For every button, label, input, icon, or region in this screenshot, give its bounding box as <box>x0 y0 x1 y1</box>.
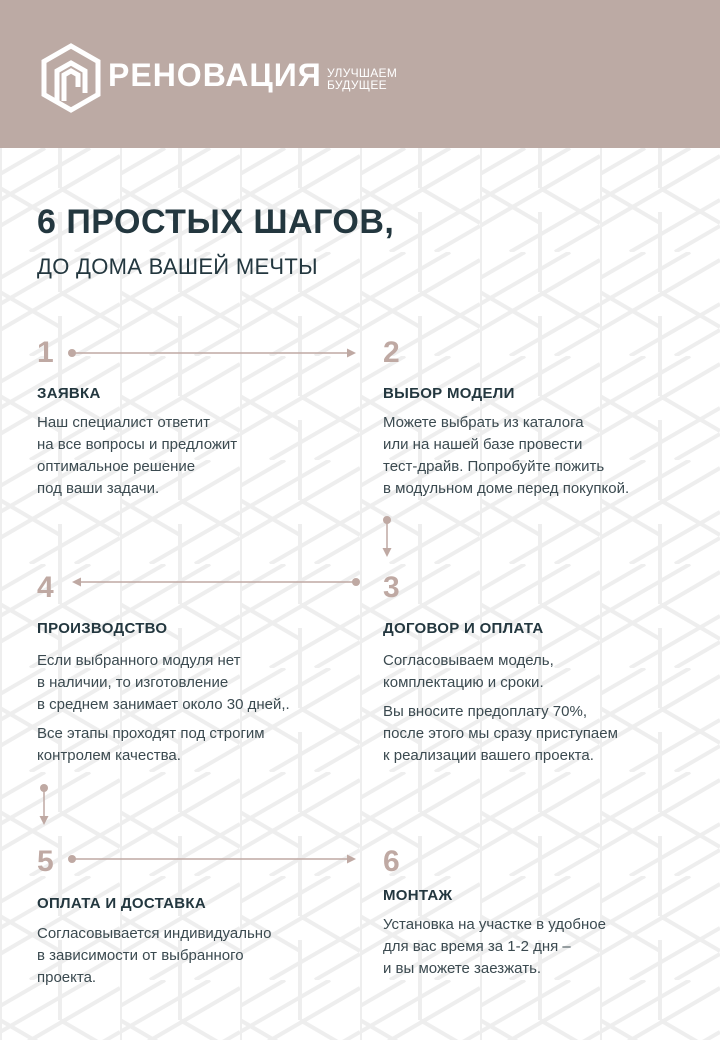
step-3-number: 3 <box>383 571 400 604</box>
step-5-title: ОПЛАТА И ДОСТАВКА <box>37 895 207 912</box>
page-title: 6 ПРОСТЫХ ШАГОВ, <box>37 203 395 241</box>
step-2-text: Можете выбрать из каталога или на нашей базе провести тест-драйв. Попробуйте пожить в модульном доме перед покупкой. <box>383 414 630 497</box>
step-6-text: Установка на участке в удобное для вас время за 1-2 дня – и вы можете заезжать. <box>383 916 606 977</box>
step-1-number: 1 <box>37 336 54 369</box>
step-1-text: Наш специалист ответит на все вопросы и предложит оптимальное решение под ваши задачи. <box>37 414 238 497</box>
header-bar <box>0 0 720 148</box>
step-2-number: 2 <box>383 336 400 369</box>
step-3-text-1: Согласовываем модель, комплектацию и сроки. <box>383 652 554 691</box>
page-subtitle: ДО ДОМА ВАШЕЙ МЕЧТЫ <box>37 254 318 279</box>
step-4-number: 4 <box>37 571 54 604</box>
brand-tagline <box>327 67 397 91</box>
step-5-text: Согласовывается индивидуально в зависимости от выбранного проекта. <box>37 925 272 986</box>
arrow-5-to-6 <box>64 850 364 868</box>
brand-name: РЕНОВАЦИЯ <box>108 57 322 93</box>
step-5-number: 5 <box>37 845 54 878</box>
step-1-title: ЗАЯВКА <box>37 385 101 402</box>
tagline-line-2: БУДУЩЕЕ <box>327 78 387 92</box>
arrow-3-to-4 <box>64 573 364 591</box>
step-4-text-2: Все этапы проходят под строгим контролем качества. <box>37 725 265 764</box>
step-4-title: ПРОИЗВОДСТВО <box>37 620 168 637</box>
step-4-text-1: Если выбранного модуля нет в наличии, то изготовление в среднем занимает около 30 дней,. <box>37 652 290 713</box>
step-3-text-2: Вы вносите предоплату 70%, после этого мы сразу приступаем к реализации вашего проекта. <box>383 703 618 764</box>
house-logo-icon <box>40 43 102 113</box>
tagline-line-1: УЛУЧШАЕМ <box>327 66 398 80</box>
arrow-4-to-5 <box>34 780 54 828</box>
step-3-title: ДОГОВОР И ОПЛАТА <box>383 620 544 637</box>
step-2-title: ВЫБОР МОДЕЛИ <box>383 385 515 402</box>
arrow-2-to-3 <box>377 512 397 560</box>
arrow-1-to-2 <box>64 344 364 362</box>
step-6-number: 6 <box>383 845 400 878</box>
step-6-title: МОНТАЖ <box>383 887 453 904</box>
